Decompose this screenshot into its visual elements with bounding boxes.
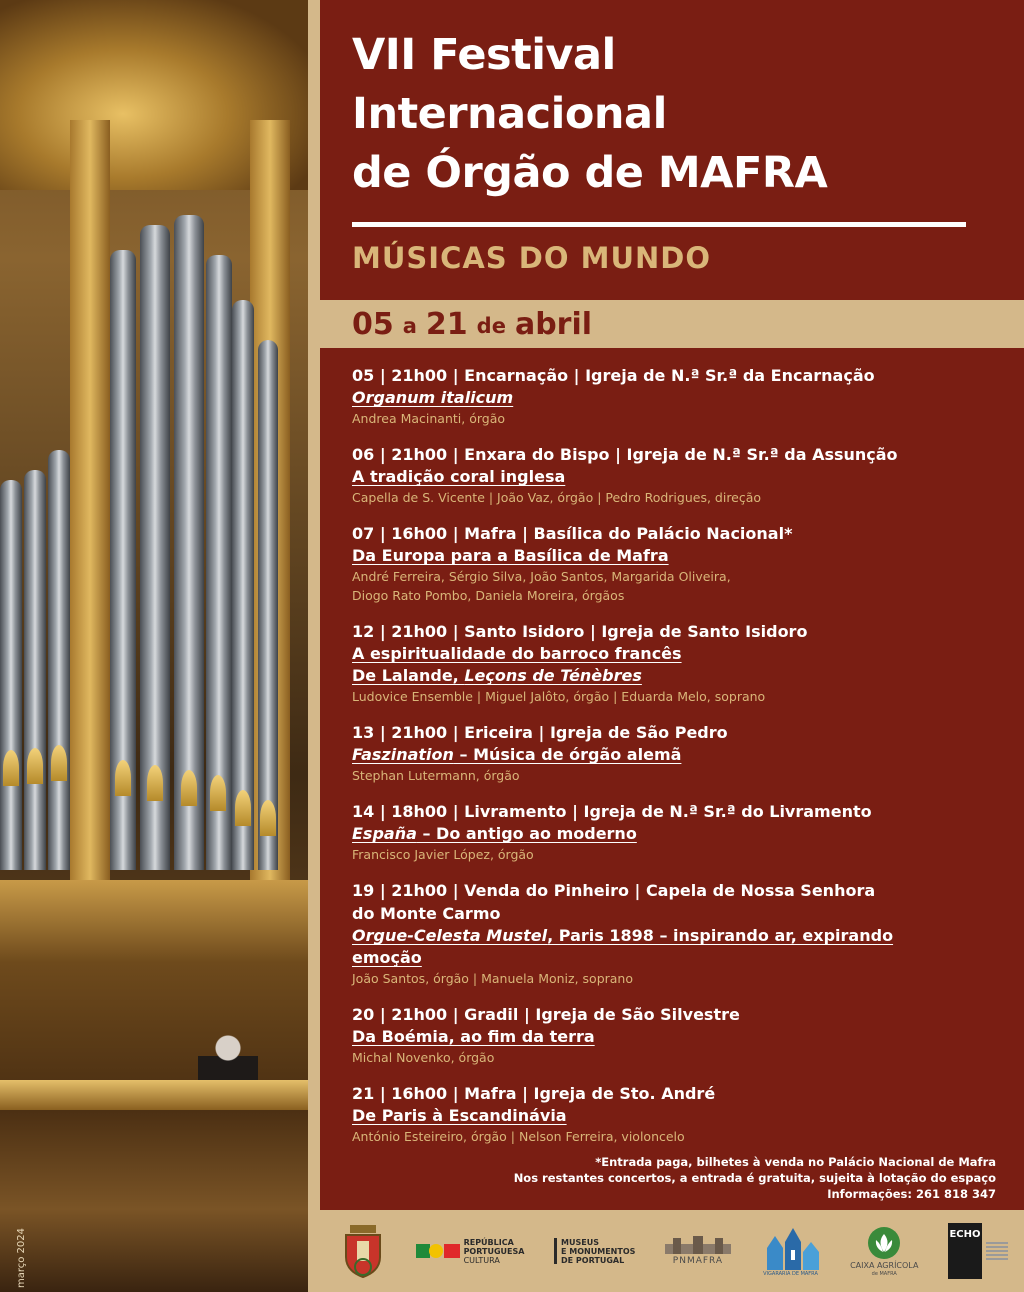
festival-title bbox=[352, 26, 992, 203]
logo-text: CAIXA AGRÍCOLA bbox=[850, 1260, 919, 1270]
event-performers: Michal Novenko, órgão bbox=[352, 1050, 495, 1065]
echo-logo-lines-icon bbox=[986, 1242, 1008, 1260]
footnote-line: Informações: 261 818 347 bbox=[827, 1187, 996, 1201]
event-item bbox=[352, 1082, 1012, 1146]
title-line: Internacional bbox=[352, 89, 667, 139]
event-performers: Ludovice Ensemble | Miguel Jalôto, órgão | Eduarda Melo, soprano bbox=[352, 689, 766, 704]
republica-portuguesa-logo bbox=[416, 1238, 525, 1265]
event-performers: André Ferreira, Sérgio Silva, João Santos, Margarida Oliveira, bbox=[352, 569, 731, 584]
event-title-line2: emoção bbox=[352, 948, 422, 967]
date-end: 21 bbox=[425, 306, 468, 342]
festival-subtitle: MÚSICAS DO MUNDO bbox=[352, 241, 712, 275]
date-of: de bbox=[476, 314, 506, 338]
museus-monumentos-logo bbox=[554, 1238, 635, 1265]
event-title: Faszination – Música de órgão alemã bbox=[352, 745, 682, 764]
event-item bbox=[352, 620, 1012, 706]
organ-pipe bbox=[48, 450, 70, 870]
echo-logo-block bbox=[948, 1223, 982, 1279]
organ-pipe bbox=[232, 300, 254, 870]
balcony-rail bbox=[0, 1080, 308, 1110]
event-item bbox=[352, 522, 1012, 605]
title-divider bbox=[352, 222, 966, 227]
event-item bbox=[352, 364, 1012, 428]
event-header: 07 | 16h00 | Mafra | Basílica do Palácio Nacional* bbox=[352, 524, 793, 543]
date-start: 05 bbox=[352, 306, 394, 342]
logo-text: DE PORTUGAL bbox=[561, 1255, 625, 1265]
logo-text: PNMAFRA bbox=[672, 1256, 724, 1266]
pipe-mouth bbox=[235, 790, 251, 826]
pipe-mouth bbox=[181, 770, 197, 806]
event-performers: Capella de S. Vicente | João Vaz, órgão | Pedro Rodrigues, direção bbox=[352, 490, 762, 505]
sponsor-logos bbox=[320, 1210, 1024, 1292]
pipe-mouth bbox=[27, 748, 43, 784]
event-performers: Stephan Lutermann, órgão bbox=[352, 768, 520, 783]
caixa-agricola-logo bbox=[850, 1226, 918, 1277]
event-performers: Diogo Rato Pombo, Daniela Moreira, órgãos bbox=[352, 588, 625, 603]
organ-pipe bbox=[0, 480, 22, 870]
event-item bbox=[352, 1003, 1012, 1067]
pipe-mouth bbox=[3, 750, 19, 786]
event-performers: António Esteireiro, órgão | Nelson Ferreira, violoncelo bbox=[352, 1129, 685, 1144]
logo-text: VIGARARIA DE MAFRA bbox=[763, 1270, 818, 1277]
pipe-mouth bbox=[210, 775, 226, 811]
event-header: 06 | 21h00 | Enxara do Bispo | Igreja de N.ª Sr.ª da Assunção bbox=[352, 445, 898, 464]
event-title: España – Do antigo ao moderno bbox=[352, 824, 637, 843]
title-line: de Órgão de MAFRA bbox=[352, 148, 828, 198]
event-header: 12 | 21h00 | Santo Isidoro | Igreja de Santo Isidoro bbox=[352, 622, 808, 641]
event-header: 13 | 21h00 | Ericeira | Igreja de São Pedro bbox=[352, 723, 728, 742]
event-performers: Andrea Macinanti, órgão bbox=[352, 411, 506, 426]
footnote-line: *Entrada paga, bilhetes à venda no Palácio Nacional de Mafra bbox=[595, 1155, 996, 1169]
pipe-mouth bbox=[147, 765, 163, 801]
footnote bbox=[396, 1154, 996, 1202]
logo-text: de MAFRA bbox=[871, 1270, 897, 1277]
pnmafra-logo bbox=[665, 1236, 731, 1266]
pipe-mouth bbox=[115, 760, 131, 796]
event-list bbox=[352, 364, 1012, 1146]
logo-text: E MONUMENTOS bbox=[561, 1246, 636, 1256]
pipe-mouth bbox=[51, 745, 67, 781]
event-header: 14 | 18h00 | Livramento | Igreja de N.ª Sr.ª do Livramento bbox=[352, 802, 872, 821]
vigararia-logo bbox=[761, 1226, 821, 1277]
event-item bbox=[352, 721, 1012, 785]
event-header: 19 | 21h00 | Venda do Pinheiro | Capela de Nossa Senhora bbox=[352, 881, 876, 900]
coat-of-arms-icon bbox=[340, 1223, 386, 1279]
footnote-line: Nos restantes concertos, a entrada é gratuita, sujeita à lotação do espaço bbox=[513, 1171, 996, 1185]
organ-photo bbox=[0, 0, 308, 1292]
logo-text: CULTURA bbox=[463, 1255, 500, 1265]
program-panel bbox=[320, 0, 1024, 1210]
date-separator: a bbox=[402, 314, 417, 338]
event-performers: João Santos, órgão | Manuela Moniz, soprano bbox=[352, 971, 633, 986]
leaf-icon bbox=[867, 1226, 901, 1260]
logo-text: REPÚBLICA bbox=[463, 1237, 514, 1247]
logo-text: MUSEUS bbox=[561, 1237, 599, 1247]
event-title: Da Boémia, ao fim da terra bbox=[352, 1027, 595, 1046]
organ-pipe bbox=[24, 470, 46, 870]
palace-icon bbox=[665, 1236, 731, 1254]
event-title: Organum italicum bbox=[352, 388, 514, 407]
date-month: abril bbox=[514, 306, 593, 342]
logo-text: PORTUGUESA bbox=[463, 1246, 525, 1256]
echo-logo bbox=[948, 1223, 1008, 1279]
event-title: A tradição coral inglesa bbox=[352, 467, 566, 486]
event-title: A espiritualidade do barroco francês bbox=[352, 644, 682, 663]
event-header: 05 | 21h00 | Encarnação | Igreja de N.ª Sr.ª da Encarnação bbox=[352, 366, 875, 385]
pipe-mouth bbox=[260, 800, 276, 836]
event-performers: Francisco Javier López, órgão bbox=[352, 847, 534, 862]
event-item bbox=[352, 800, 1012, 864]
event-title-line2: De Lalande, Leçons de Ténèbres bbox=[352, 666, 642, 685]
event-header: 21 | 16h00 | Mafra | Igreja de Sto. André bbox=[352, 1084, 716, 1103]
event-title: Da Europa para a Basílica de Mafra bbox=[352, 546, 669, 565]
flag-icon bbox=[416, 1242, 460, 1260]
photo-credit: março 2024 bbox=[16, 1227, 27, 1288]
organ-pipe bbox=[258, 340, 278, 870]
event-title: Orgue-Celesta Mustel, Paris 1898 – inspirando ar, expirando bbox=[352, 926, 894, 945]
logo-bar-icon bbox=[554, 1238, 557, 1264]
title-line: VII Festival bbox=[352, 30, 616, 80]
event-title: De Paris à Escandinávia bbox=[352, 1106, 567, 1125]
event-item bbox=[352, 443, 1012, 507]
logo-text: ECHO bbox=[949, 1229, 981, 1240]
date-band bbox=[320, 300, 1024, 348]
event-header: 20 | 21h00 | Gradil | Igreja de São Silvestre bbox=[352, 1005, 740, 1024]
mafra-coat-of-arms-logo bbox=[340, 1223, 386, 1279]
event-header-line2: do Monte Carmo bbox=[352, 904, 501, 923]
event-item bbox=[352, 879, 1012, 988]
church-icon bbox=[761, 1226, 821, 1270]
